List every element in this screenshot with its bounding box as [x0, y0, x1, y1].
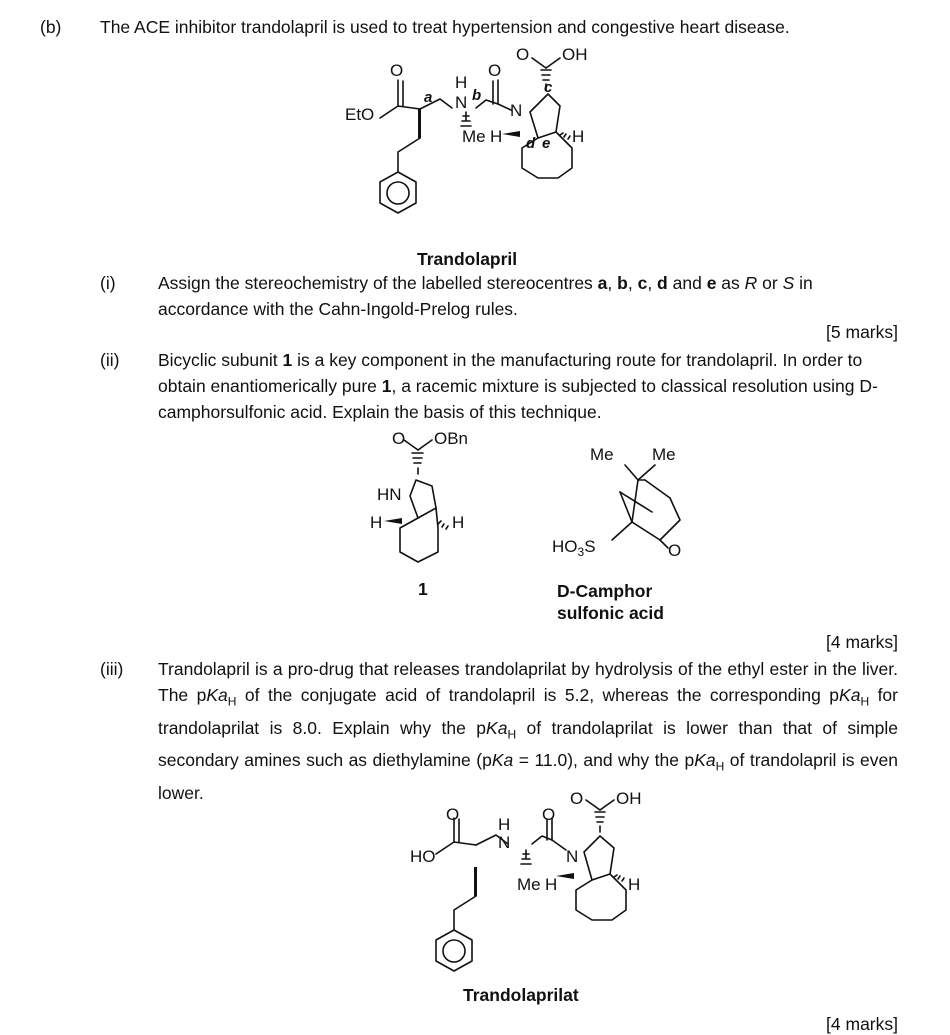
atom-lat-amide-o: O: [542, 805, 556, 824]
atom-lat-bridge-h-right: H: [628, 875, 641, 894]
part-iii-label: (iii): [100, 659, 124, 679]
atom-lat-nh-n: N: [498, 833, 511, 852]
part-b-intro: The ACE inhibitor trandolapril is used to treat hypertension and congestive heart disease.: [100, 17, 790, 37]
stereo-label-d: d: [526, 135, 536, 152]
atom-1-obn: OBn: [434, 429, 469, 448]
atom-ring-n: N: [510, 101, 523, 120]
atom-bridge-h-right: H: [572, 127, 585, 146]
subunit-1-caption: 1: [418, 579, 428, 599]
part-i-marks: [5 marks]: [826, 322, 898, 342]
stereo-label-b: b: [472, 87, 482, 104]
part-ii-text: Bicyclic subunit 1 is a key component in the manufacturing route for trandolapril. In order to obtain enantiomerically pure 1, a racemic mixture is subjected to classical resolution using D-camphorsulfonic acid. Explain the basis of this technique.: [158, 350, 878, 422]
atom-nh-n: N: [455, 93, 468, 112]
atom-ester: EtO: [345, 105, 375, 124]
csa-caption-line2: sulfonic acid: [557, 603, 664, 623]
part-i-label: (i): [100, 273, 116, 293]
part-ii-marks: [4 marks]: [826, 632, 898, 652]
atom-lat-nh-h: H: [498, 815, 511, 834]
atom-methyl: Me: [462, 127, 486, 146]
atom-carbonyl-o: O: [390, 61, 404, 80]
atom-csa-me1: Me: [590, 445, 614, 464]
atom-1-h-left: H: [370, 513, 383, 532]
atom-lat-acid-o: O: [570, 789, 584, 808]
atom-nh-h: H: [455, 73, 468, 92]
atom-lat-ring-n: N: [566, 847, 579, 866]
stereo-label-a: a: [424, 89, 433, 106]
atom-lat-acid-left: HO: [410, 847, 436, 866]
stereo-label-e: e: [542, 135, 551, 152]
atom-bridge-h-left: H: [490, 127, 503, 146]
atom-amide-o: O: [488, 61, 502, 80]
atom-lat-bridge-h-left: H: [545, 875, 558, 894]
atom-csa-ho3s: $HO_3S$: [552, 537, 596, 559]
stereo-label-c: c: [544, 79, 553, 96]
trandolapril-caption: Trandolapril: [417, 249, 518, 269]
atom-csa-keto-o: O: [668, 541, 682, 560]
atom-csa-me2: Me: [652, 445, 676, 464]
trandolaprilat-caption: Trandolaprilat: [463, 985, 579, 1005]
csa-caption-line1: D-Camphor: [557, 581, 653, 601]
atom-lat-carbonyl-o: O: [446, 805, 460, 824]
part-iii-text: Trandolapril is a pro-drug that releases trandolaprilat by hydrolysis of the ethyl ester in the liver. The pKa$_H$ of the conjugate acid of trandolapril is 5.2, whereas the corresponding pKa$_H$ for trandolaprilat is 8.0. Explain why the pKa$_H$ of trandolaprilat is lower than that of simple secondary amines such as diethylamine (pKa = 11.0), and why the pKa$_H$ of trandolapril is even lower.: [158, 659, 898, 803]
atom-acid-oh: OH: [562, 45, 588, 64]
atom-1-h-right: H: [452, 513, 465, 532]
part-i-text: Assign the stereochemistry of the labelled stereocentres a, b, c, d and e as R or S in accordance with the Cahn-Ingold-Prelog rules.: [158, 273, 813, 319]
part-b-label: (b): [40, 17, 62, 37]
atom-lat-methyl: Me: [517, 875, 541, 894]
part-iii-marks: [4 marks]: [826, 1014, 898, 1034]
atom-1-hn: HN: [377, 485, 402, 504]
atom-lat-acid-oh: OH: [616, 789, 642, 808]
atom-1-o: O: [392, 429, 406, 448]
part-ii-label: (ii): [100, 350, 120, 370]
atom-acid-o: O: [516, 45, 530, 64]
